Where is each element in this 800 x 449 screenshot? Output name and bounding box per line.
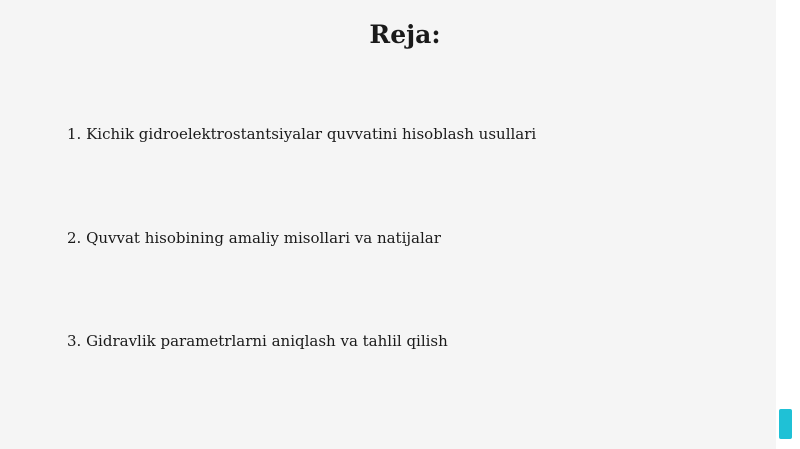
scrollbar-thumb[interactable] [779,409,792,439]
slide-title: Reja: [369,20,441,49]
plan-item-1: 1. Kichik gidroelektrostantsiyalar quvvatini hisoblash usullari [67,125,537,143]
plan-item-2: 2. Quvvat hisobining amaliy misollari va natijalar [67,229,441,247]
scrollbar-track[interactable] [776,0,800,449]
plan-item-3: 3. Gidravlik parametrlarni aniqlash va tahlil qilish [67,332,448,350]
